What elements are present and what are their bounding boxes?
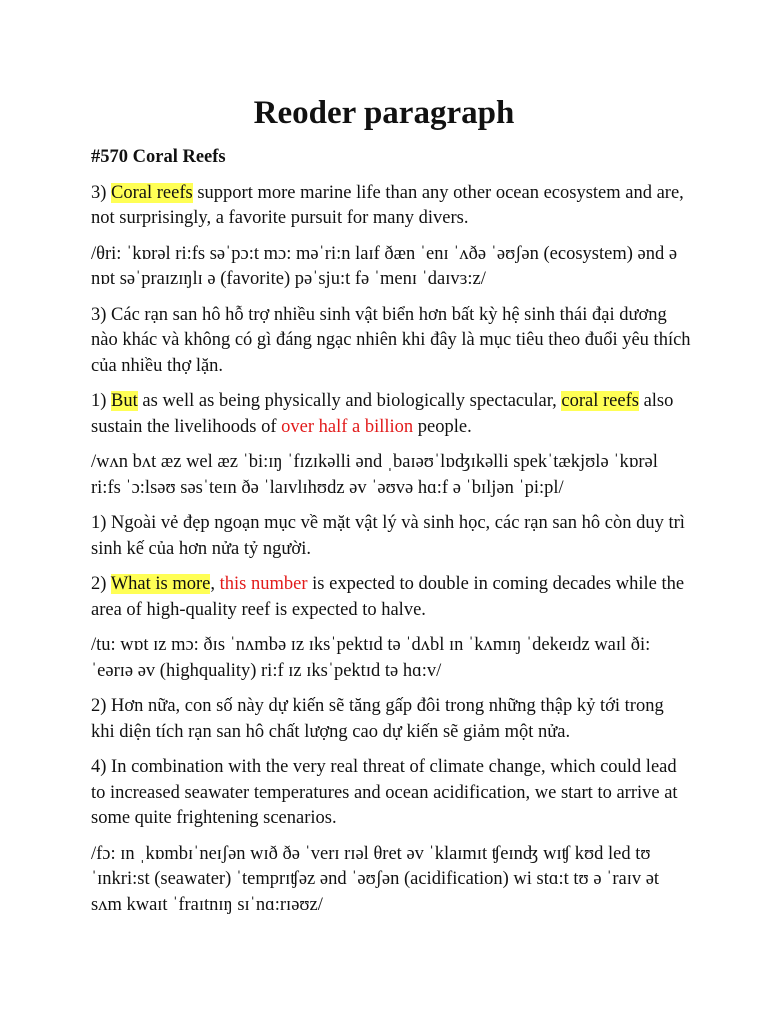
document-body — [91, 145, 691, 928]
paragraph-number: 1) — [91, 391, 107, 411]
paragraph-vietnamese-3: 3) Các rạn san hô hỗ trợ nhiều sinh vật biển hơn bất kỳ hệ sinh thái đại dương nào khác và không có gì đáng ngạc nhiên khi đây là mục tiêu theo đuổi yêu thích của nhiều thợ lặn. — [91, 304, 691, 376]
paragraph-ipa-3: /θri: ˈkɒrəl ri:fs səˈpɔ:t mɔ: məˈri:n laɪf ðæn ˈenɪ ˈʌðə ˈəʊʃən (ecosystem) ənd ə nɒt səˈpraɪzɪŋlɪ ə (favorite) pəˈsju:t fə ˈmenɪ ˈdaɪvɜ:z/ — [91, 243, 678, 289]
paragraph-english-1 — [91, 389, 691, 440]
paragraph-number: 2) — [91, 574, 107, 594]
paragraph-text: people. — [413, 416, 472, 437]
paragraph-english-3 — [91, 181, 691, 232]
highlighted-keyword: What is more — [110, 574, 211, 594]
paragraph-text: support more marine life than any other ocean ecosystem and are, not surprisingly, a favorite pursuit for many divers. — [91, 182, 684, 228]
paragraph-ipa-1: /wʌn bʌt æz wel æz ˈbi:ɪŋ ˈfɪzɪkəlli ənd ˌbaɪəʊˈlɒʤɪkəlli spekˈtækjʊlə ˈkɒrəl ri:fs ˈɔ:lsəʊ səsˈteɪn ðə ˈlaɪvlɪhʊdz əv ˈəʊvə hɑ:f ə ˈbɪljən ˈpi:pl/ — [91, 452, 658, 498]
red-keyword: over half a billion — [281, 416, 414, 437]
paragraph-english-4: 4) In combination with the very real threat of climate change, which could lead to increased seawater temperatures and ocean acidification, we start to arrive at some quite frightening scenarios. — [91, 757, 678, 828]
paragraph-ipa-2: /tu: wɒt ɪz mɔ: ðɪs ˈnʌmbə ɪz ɪksˈpektɪd tə ˈdʌbl ɪn ˈkʌmɪŋ ˈdekeɪdz waɪl ði: ˈeərɪə əv (highquality) ri:f ɪz ɪksˈpektɪd tə hɑ:v/ — [91, 635, 651, 681]
paragraph-vietnamese-2: 2) Hơn nữa, con số này dự kiến sẽ tăng gấp đôi trong những thập kỷ tới trong khi diện tích rạn san hô chất lượng cao dự kiến sẽ giảm một nửa. — [91, 696, 664, 742]
paragraph-number: 3) — [91, 182, 107, 203]
highlighted-keyword: But — [111, 391, 138, 411]
paragraph-text: as well as being physically and biologically spectacular, — [137, 391, 562, 411]
paragraph-text: also sustain the livelihoods of — [91, 391, 674, 437]
red-keyword: this number — [219, 574, 308, 594]
paragraph-english-2 — [91, 572, 691, 623]
highlighted-keyword: Coral reefs — [111, 182, 193, 203]
paragraph-text: , — [210, 574, 220, 594]
paragraph-text: is expected to double in coming decades while the area of high-quality reef is expected to halve. — [91, 574, 685, 620]
highlighted-keyword: coral reefs — [561, 391, 639, 411]
page-title: Reoder paragraph — [253, 95, 515, 131]
section-subtitle: #570 Coral Reefs — [91, 147, 226, 167]
paragraph-vietnamese-1: 1) Ngoài vẻ đẹp ngoạn mục về mặt vật lý và sinh học, các rạn san hô còn duy trì sinh kế của hơn nửa tỷ người. — [91, 513, 685, 559]
paragraph-ipa-4: /fɔ: ɪn ˌkɒmbɪˈneɪʃən wɪð ðə ˈverɪ rɪəl θret əv ˈklaɪmɪt ʧeɪnʤ wɪʧ kʊd led tʊ ˈɪnkri:st (seawater) ˈtemprɪʧəz ənd ˈəʊʃən (acidification) wi stɑ:t tʊ ə ˈraɪv ət sʌm kwaɪt ˈfraɪtnɪŋ sɪˈnɑ:rɪəʊz/ — [91, 843, 660, 915]
